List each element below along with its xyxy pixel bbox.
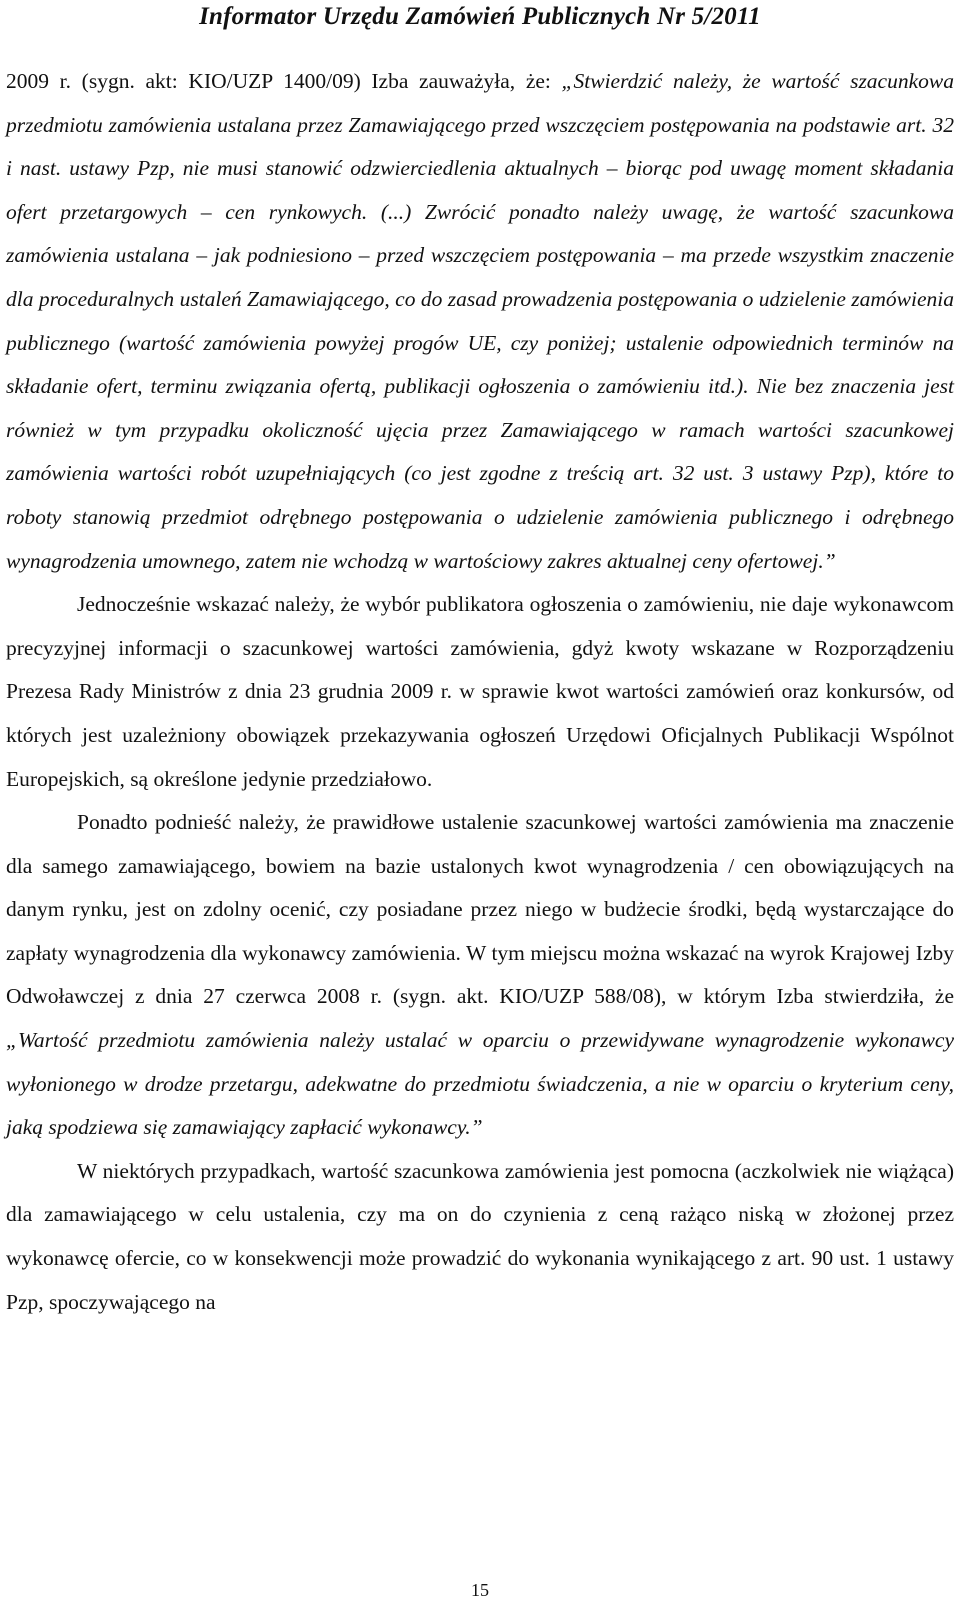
quote-segment: „Wartość przedmiotu zamówienia należy ustalać w oparciu o przewidywane wynagrodzenie wykonawcy wyłonionego w drodze przetargu, adekwatne do przedmiotu świadczenia, a nie w oparciu o kryterium ceny, jaką spodziewa się zamawiający zapłacić wykonawcy.” — [6, 1028, 954, 1140]
text-segment: 2009 r. (sygn. akt: KIO/UZP 1400/09) Izba zauważyła, że: — [6, 69, 562, 93]
paragraph-4 — [6, 1150, 954, 1324]
text-segment: W niektórych przypadkach, wartość szacunkowa zamówienia jest pomocna (aczkolwiek nie wiążąca) dla zamawiającego w celu ustalenia, czy ma on do czynienia z ceną rażąco niską w złożonej przez wykonawcę ofercie, co w konsekwencji może prowadzić do wykonania wynikającego z art. 90 ust. 1 ustawy Pzp, spoczywającego na — [6, 1158, 954, 1314]
text-segment: Ponadto podnieść należy, że prawidłowe ustalenie szacunkowej wartości zamówienia ma znaczenie dla samego zamawiającego, bowiem na bazie ustalonych kwot wynagrodzenia / cen obowiązujących na danym rynku, jest on zdolny ocenić, czy posiadane przez niego w budżecie środki, będą wystarczające do zapłaty wynagrodzenia dla wykonawcy zamówienia. W tym miejscu można wskazać na wyrok Krajowej Izby Odwoławczej z dnia 27 czerwca 2008 r. (sygn. akt. KIO/UZP 588/08), w którym Izba stwierdziła, że — [6, 810, 954, 1009]
document-body — [6, 60, 954, 1324]
paragraph-1 — [6, 60, 954, 583]
text-segment: Jednocześnie wskazać należy, że wybór publikatora ogłoszenia o zamówieniu, nie daje wykonawcom precyzyjnej informacji o szacunkowej wartości zamówienia, gdyż kwoty wskazane w Rozporządzeniu Prezesa Rady Ministrów z dnia 23 grudnia 2009 r. w sprawie kwot wartości zamówień oraz konkursów, od których jest uzależniony obowiązek przekazywania ogłoszeń Urzędowi Oficjalnych Publikacji Wspólnot Europejskich, są określone jedynie przedziałowo. — [6, 592, 954, 791]
quote-segment: „Stwierdzić należy, że wartość szacunkowa przedmiotu zamówienia ustalana przez Zamawiającego przed wszczęciem postępowania na podstawie art. 32 i nast. ustawy Pzp, nie musi stanowić odzwierciedlenia aktualnych – biorąc pod uwagę moment składania ofert przetargowych – cen rynkowych. (...) Zwrócić ponadto należy uwagę, że wartość szacunkowa zamówienia ustalana – jak podniesiono – przed wszczęciem postępowania – ma przede wszystkim znaczenie dla proceduralnych ustaleń Zamawiającego, co do zasad prowadzenia postępowania o udzielenie zamówienia publicznego (wartość zamówienia powyżej progów UE, czy poniżej; ustalenie odpowiednich terminów na składanie ofert, terminu związania ofertą, publikacji ogłoszenia o zamówieniu itd.). Nie bez znaczenia jest również w tym przypadku okoliczność ujęcia przez Zamawiającego w ramach wartości szacunkowej zamówienia wartości robót uzupełniających (co jest zgodne z treścią art. 32 ust. 3 ustawy Pzp), które to roboty stanowią przedmiot odrębnego postępowania o udzielenie zamówienia publicznego i odrębnego wynagrodzenia umownego, zatem nie wchodzą w wartościowy zakres aktualnej ceny ofertowej.” — [6, 69, 954, 573]
page-number: 15 — [471, 1580, 489, 1600]
paragraph-2 — [6, 583, 954, 801]
publication-header: Informator Urzędu Zamówień Publicznych Nr 5/2011 — [199, 3, 761, 30]
paragraph-3 — [6, 801, 954, 1150]
